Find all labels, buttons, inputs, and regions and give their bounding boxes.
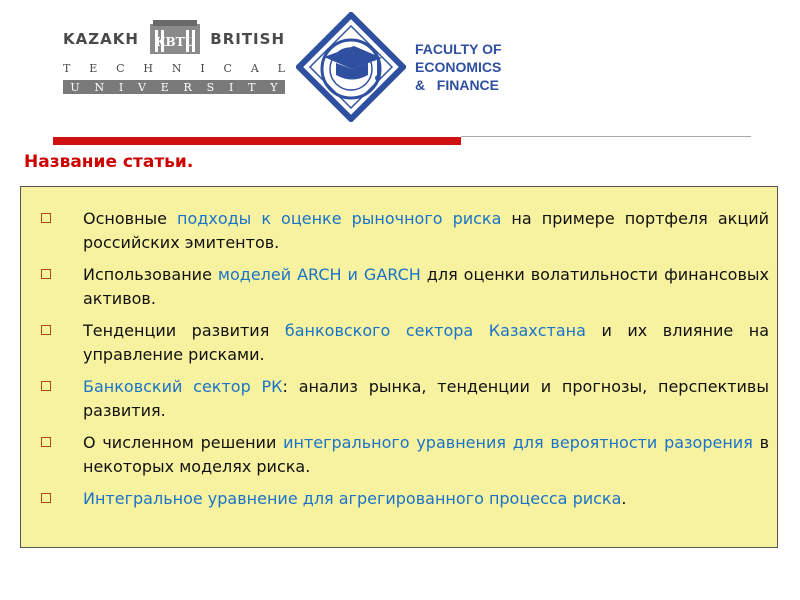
logo-letter: C bbox=[116, 62, 125, 75]
topic-phrase: на примере портфеля акций российских эмитентов. bbox=[83, 209, 769, 252]
section-title: Название статьи. bbox=[24, 152, 194, 172]
logo-letter: E bbox=[89, 62, 98, 75]
topic-text bbox=[83, 487, 769, 511]
highlighted-phrase: интегрального уравнения для вероятности разорения bbox=[283, 433, 753, 452]
topic-phrase: Тенденции развития bbox=[83, 321, 285, 340]
list-item bbox=[21, 487, 777, 511]
highlighted-phrase: Банковский сектор РК bbox=[83, 377, 283, 396]
highlighted-phrase: Интегральное уравнение для агрегированного процесса риска bbox=[83, 489, 622, 508]
list-item bbox=[21, 319, 777, 367]
logo-letter: T bbox=[248, 80, 256, 94]
logo-letter: N bbox=[94, 80, 105, 94]
topic-phrase: для оценки волатильности финансовых активов. bbox=[83, 265, 769, 308]
highlighted-phrase: банковского сектора Казахстана bbox=[284, 321, 586, 340]
topic-text bbox=[83, 263, 769, 311]
square-bullet-icon bbox=[41, 437, 51, 447]
logo-letter: L bbox=[277, 62, 285, 75]
faculty-name bbox=[415, 40, 502, 94]
topic-list bbox=[21, 207, 777, 519]
faculty-line-3: & FINANCE bbox=[415, 77, 499, 93]
topic-text bbox=[83, 207, 769, 255]
logo-letter: I bbox=[200, 62, 205, 75]
topic-phrase: в некоторых моделях риска. bbox=[83, 433, 770, 476]
kbtu-building-icon bbox=[149, 18, 201, 56]
kbtu-university-row bbox=[63, 80, 285, 94]
list-item bbox=[21, 263, 777, 311]
logo-letter: S bbox=[206, 80, 215, 94]
kbtu-word-kazakh: KAZAKH bbox=[63, 30, 139, 48]
topic-phrase: : анализ рынка, тенденции и прогнозы, перспективы развития. bbox=[83, 377, 769, 420]
list-item bbox=[21, 375, 777, 423]
highlighted-phrase: подходы к оценке рыночного риска bbox=[177, 209, 502, 228]
logo-letter: I bbox=[118, 80, 124, 94]
topics-box bbox=[20, 186, 778, 548]
list-item bbox=[21, 431, 777, 479]
header-divider-red bbox=[53, 137, 461, 145]
square-bullet-icon bbox=[41, 213, 51, 223]
square-bullet-icon bbox=[41, 325, 51, 335]
faculty-line-1: FACULTY OF bbox=[415, 41, 502, 57]
topic-phrase: Использование bbox=[83, 265, 218, 284]
kbtu-logo-top-row bbox=[63, 18, 285, 58]
faculty-line-2: ECONOMICS bbox=[415, 59, 502, 75]
logo-letter: I bbox=[228, 80, 234, 94]
topic-text bbox=[83, 431, 769, 479]
topic-phrase: О численном решении bbox=[83, 433, 284, 452]
logo-letter: H bbox=[143, 62, 153, 75]
logo-letter: E bbox=[160, 80, 169, 94]
logo-letter: R bbox=[183, 80, 192, 94]
topic-text bbox=[83, 319, 769, 367]
logo-letter: N bbox=[171, 62, 182, 75]
faculty-emblem-icon bbox=[296, 12, 406, 122]
kbtu-logo bbox=[63, 18, 285, 92]
square-bullet-icon bbox=[41, 493, 51, 503]
logo-letter: T bbox=[63, 62, 71, 75]
topic-phrase: и их влияние на управление рисками. bbox=[83, 321, 769, 364]
square-bullet-icon bbox=[41, 381, 51, 391]
logo-letter: U bbox=[70, 80, 80, 94]
topic-text bbox=[83, 375, 769, 423]
kbtu-technical-row bbox=[63, 62, 285, 75]
kbtu-emblem-text: KBTU bbox=[155, 35, 195, 49]
square-bullet-icon bbox=[41, 269, 51, 279]
logo-letter: C bbox=[223, 62, 232, 75]
list-item bbox=[21, 207, 777, 255]
topic-phrase: Основные bbox=[83, 209, 178, 228]
header-divider-line bbox=[461, 136, 751, 137]
highlighted-phrase: моделей ARCH и GARCH bbox=[217, 265, 421, 284]
logo-letter: V bbox=[138, 80, 146, 94]
logo-letter: Y bbox=[270, 80, 278, 94]
topic-phrase: . bbox=[621, 489, 627, 508]
logo-letter: A bbox=[250, 62, 259, 75]
kbtu-word-british: BRITISH bbox=[210, 30, 285, 48]
